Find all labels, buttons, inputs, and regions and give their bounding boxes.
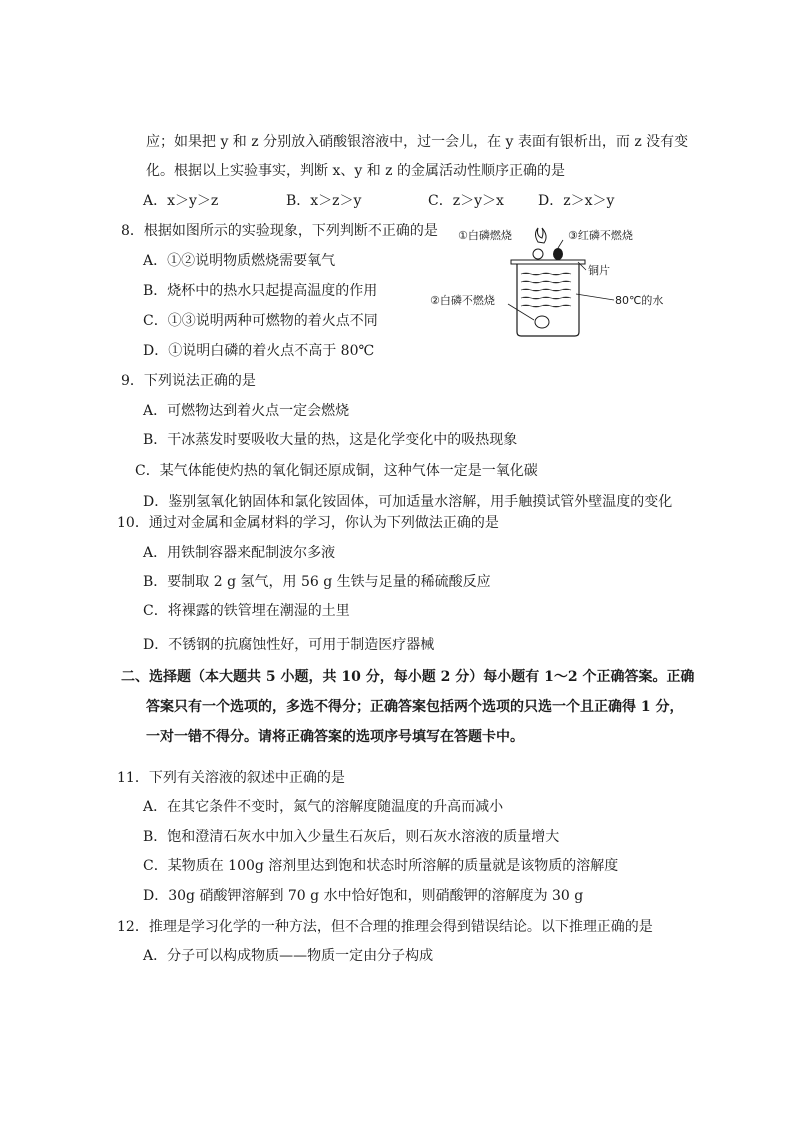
q11-option-d: D．30g 硝酸钾溶解到 70 g 水中恰好饱和，则硝酸钾的溶解度为 30 g: [143, 888, 584, 904]
figure-label-white-phosphorus-burning: ①白磷燃烧: [458, 229, 512, 242]
white-phosphorus-underwater: [535, 316, 549, 328]
q8-option-b: B．烧杯中的热水只起提高温度的作用: [143, 283, 378, 299]
q7-option-a: A．x＞y＞z: [143, 193, 219, 209]
q9-option-a: A．可燃物达到着火点一定会燃烧: [143, 403, 350, 419]
combustion-experiment-figure: [418, 224, 680, 344]
figure-label-red-phosphorus-not-burning: ③红磷不燃烧: [568, 229, 633, 242]
q9-stem: 9．下列说法正确的是: [121, 373, 256, 389]
q10-option-b: B．要制取 2 g 氢气，用 56 g 生铁与足量的稀硫酸反应: [143, 574, 491, 590]
q11-option-c: C．某物质在 100g 溶剂里达到饱和状态时所溶解的质量就是该物质的溶解度: [143, 858, 619, 874]
figure-label-copper-sheet: 铜片: [588, 264, 610, 277]
q12-option-a: A．分子可以构成物质——物质一定由分子构成: [143, 948, 434, 964]
q7-option-c: C．z＞y＞x: [428, 193, 504, 209]
water-surface-lines: [521, 273, 571, 307]
q10-option-c: C．将裸露的铁管埋在潮湿的土里: [143, 603, 350, 619]
q10-option-a: A．用铁制容器来配制波尔多液: [143, 545, 336, 561]
white-phosphorus-ball: [533, 249, 543, 259]
q9-option-c: C．某气体能使灼热的氧化铜还原成铜，这种气体一定是一氧化碳: [135, 463, 538, 479]
q7-stem-continued-1: 应；如果把 y 和 z 分别放入硝酸银溶液中，过一会儿，在 y 表面有银析出，而 z 没有变: [146, 134, 689, 150]
figure-label-hot-water: 80℃的水: [615, 294, 664, 307]
q7-option-b: B．x＞z＞y: [286, 193, 362, 209]
q9-option-b: B．干冰蒸发时要吸收大量的热，这是化学变化中的吸热现象: [143, 432, 518, 448]
q10-option-d: D．不锈钢的抗腐蚀性好，可用于制造医疗器械: [143, 637, 435, 653]
q8-option-d: D．①说明白磷的着火点不高于 80℃: [143, 343, 375, 359]
section-2-instructions-1: 答案只有一个选项的，多选不得分；正确答案包括两个选项的只选一个且正确得 1 分，: [146, 699, 684, 715]
q10-stem: 10．通过对金属和金属材料的学习，你认为下列做法正确的是: [117, 515, 499, 531]
q11-option-a: A．在其它条件不变时，氮气的溶解度随温度的升高而减小: [143, 799, 504, 815]
figure-label-white-phosphorus-underwater: ②白磷不燃烧: [430, 294, 495, 307]
q11-stem: 11．下列有关溶液的叙述中正确的是: [117, 770, 345, 786]
section-2-heading: 二、选择题（本大题共 5 小题，共 10 分，每小题 2 分）每小题有 1～2 个正确答案。正确: [121, 669, 695, 685]
q11-option-b: B．饱和澄清石灰水中加入少量生石灰后，则石灰水溶液的质量增大: [143, 829, 560, 845]
q12-stem: 12．推理是学习化学的一种方法，但不合理的推理会得到错误结论。以下推理正确的是: [117, 919, 653, 935]
red-phosphorus-ball: [553, 248, 563, 260]
section-2-instructions-2: 一对一错不得分。请将正确答案的选项序号填写在答题卡中。: [146, 729, 524, 745]
q7-option-d: D．z＞x＞y: [538, 193, 615, 209]
q8-option-c: C．①③说明两种可燃物的着火点不同: [143, 313, 378, 329]
copper-sheet: [511, 260, 585, 264]
q8-stem: 8．根据如图所示的实验现象，下列判断不正确的是: [121, 223, 438, 239]
flame-icon: [536, 228, 547, 243]
q7-stem-continued-2: 化。根据以上实验事实，判断 x、y 和 z 的金属活动性顺序正确的是: [146, 163, 565, 179]
q9-option-d: D．鉴别氢氧化钠固体和氯化铵固体，可加适量水溶解，用手触摸试管外壁温度的变化: [143, 494, 673, 510]
q8-option-a: A．①②说明物质燃烧需要氧气: [143, 253, 336, 269]
